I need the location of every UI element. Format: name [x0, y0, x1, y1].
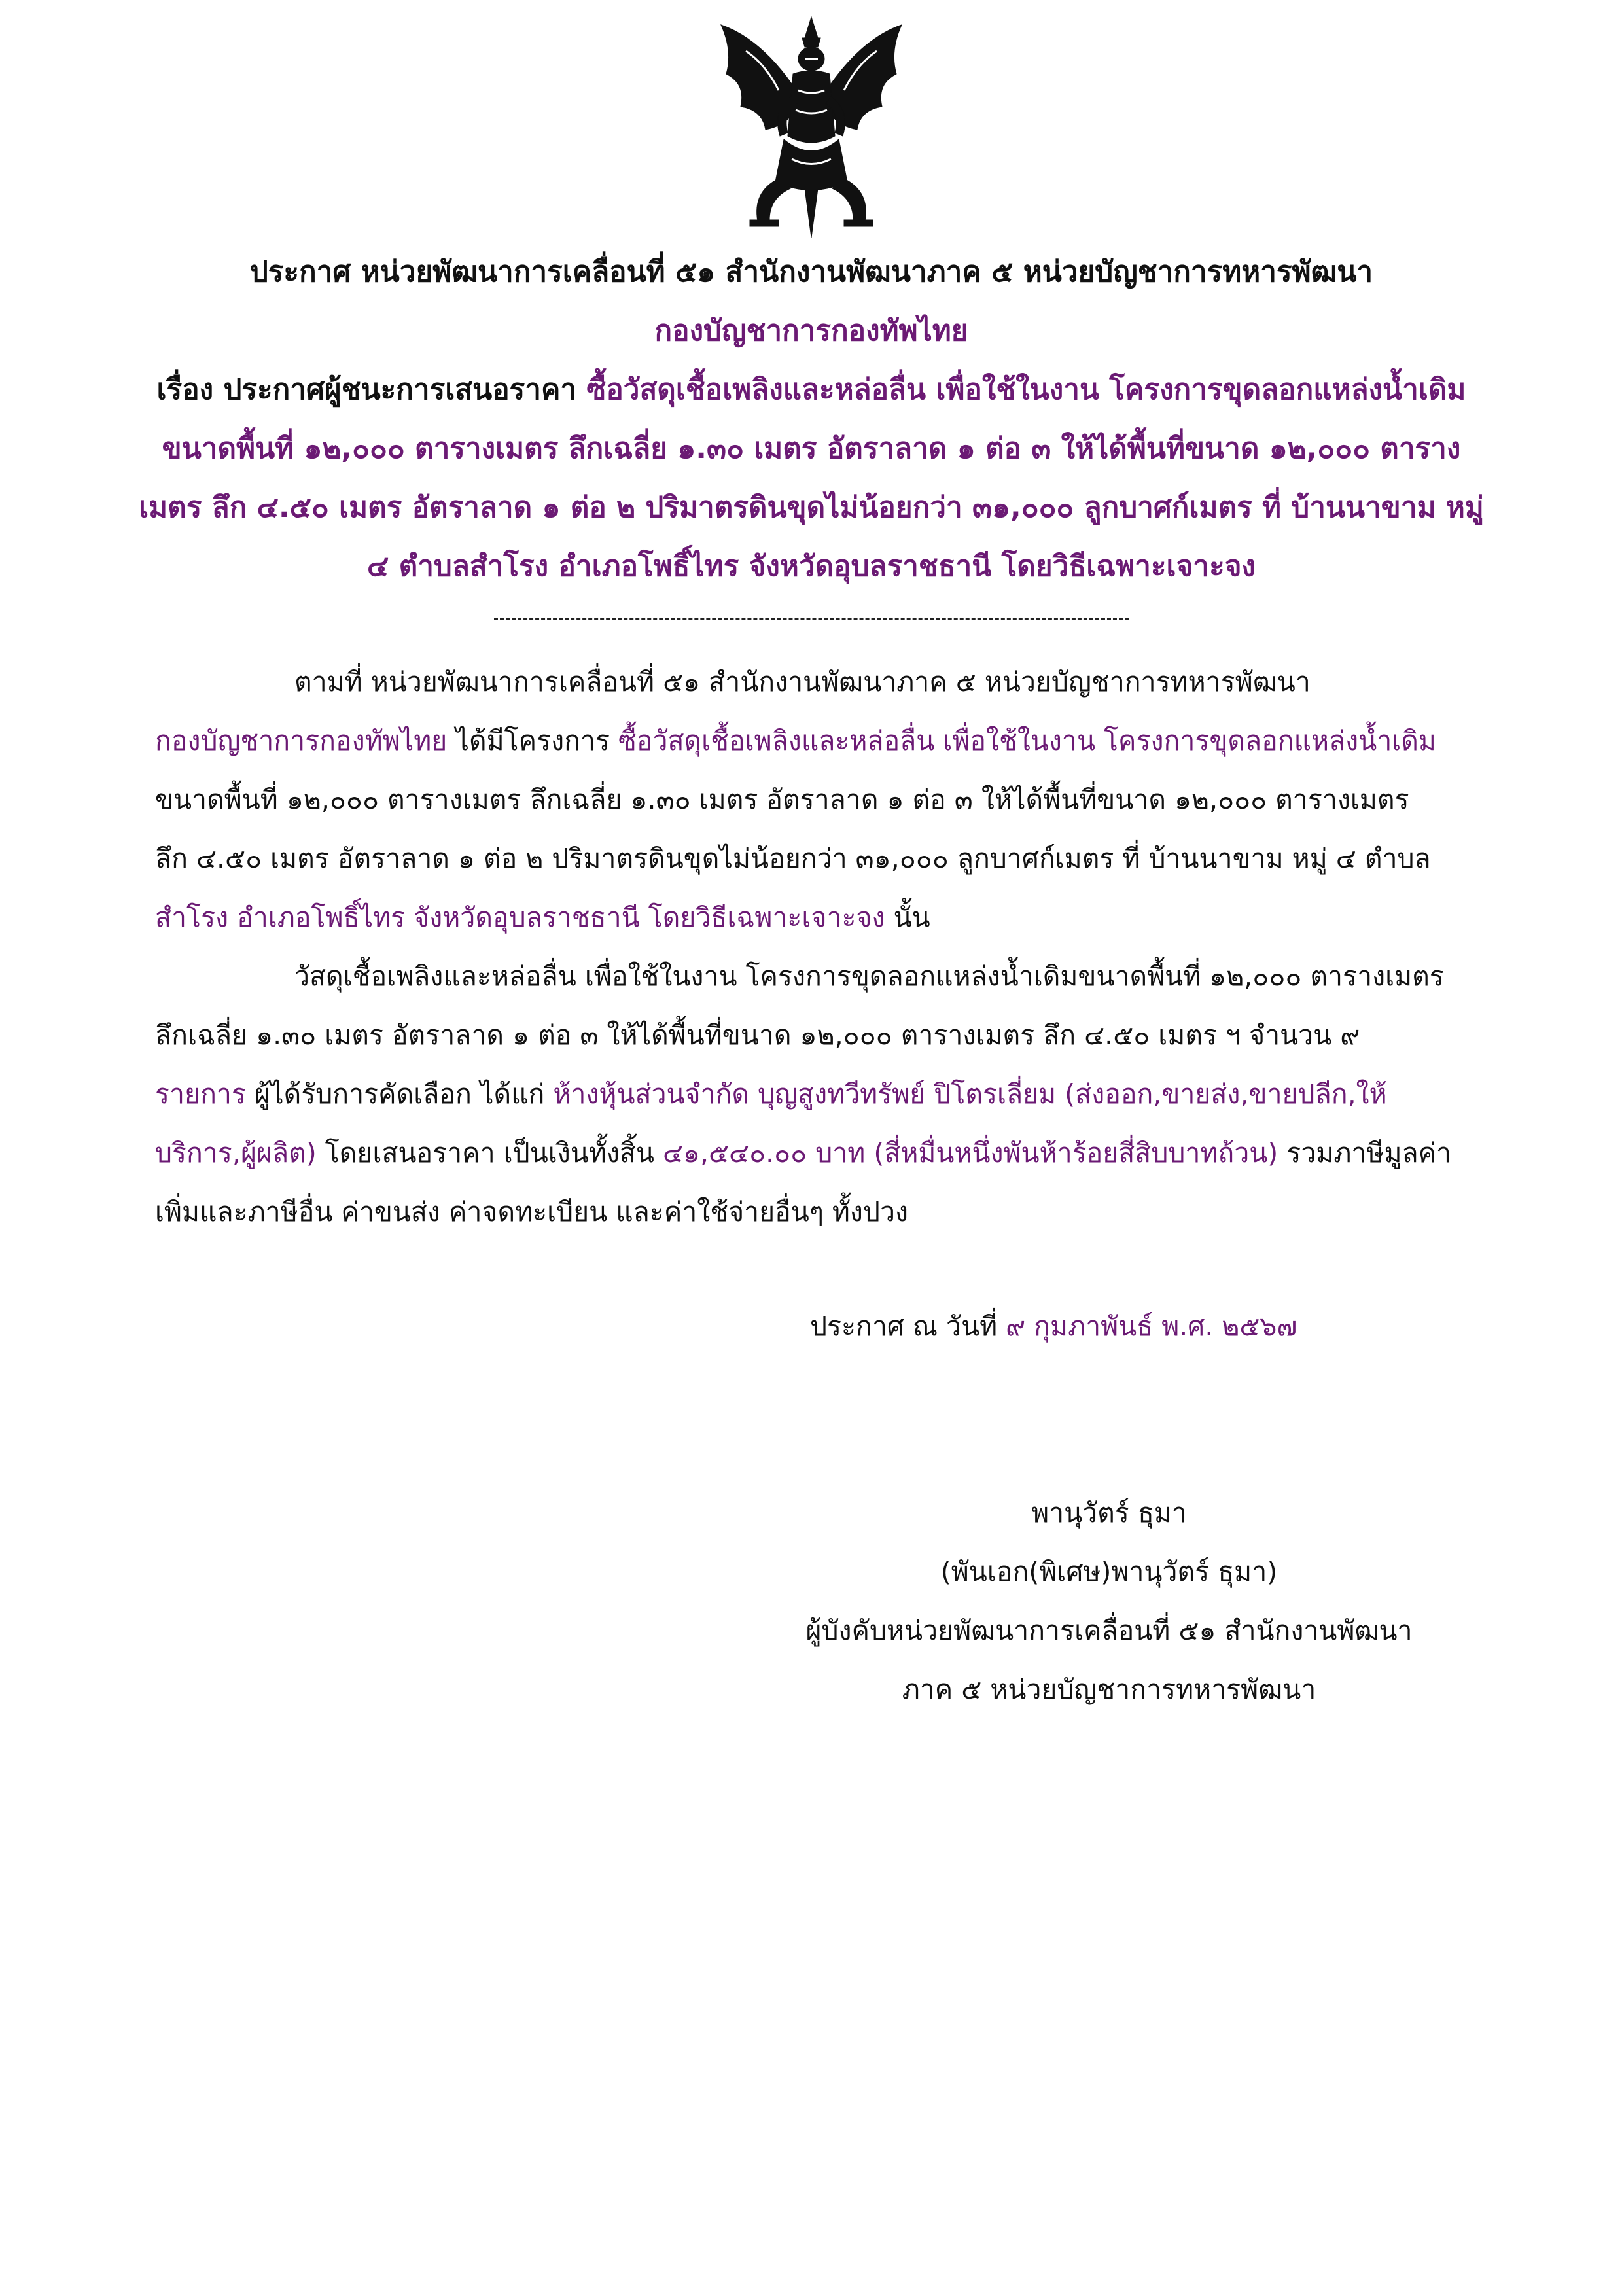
command-name: กองบัญชาการกองทัพไทย — [654, 314, 968, 347]
winner-name: ห้างหุ้นส่วนจำกัด บุญสูงทวีทรัพย์ ปิโตรเลี่ยม (ส่งออก,ขายส่ง,ขายปลีก,ให้ — [553, 1078, 1387, 1110]
subject-line-3: เมตร ลึก ๔.๕๐ เมตร อัตราลาด ๑ ต่อ ๒ ปริมาตรดินขุดไม่น้อยกว่า ๓๑,๐๐๐ ลูกบาศก์เมตร ที่ บ้านนาขาม หมู่ — [139, 491, 1484, 524]
paragraph-2-line-4 — [155, 1132, 1451, 1174]
signature-name: พานุวัตร์ ธุมา — [1031, 1497, 1187, 1528]
winner-intro: ผู้ได้รับการคัดเลือก ได้แก่ — [245, 1078, 554, 1110]
signatory-position-line-1: ผู้บังคับหน่วยพัฒนาการเคลื่อนที่ ๕๑ สำนักงานพัฒนา — [805, 1615, 1413, 1646]
separator-line — [494, 618, 1129, 620]
signatory-rank-name: (พันเอก(พิเศษ)พานุวัตร์ ธุมา) — [940, 1556, 1278, 1587]
subject-line-2: ขนาดพื้นที่ ๑๒,๐๐๐ ตารางเมตร ลึกเฉลี่ย ๑.๓๐ เมตร อัตราลาด ๑ ต่อ ๓ ให้ได้พื้นที่ขนาด ๑๒,๐๐๐ ตาราง — [162, 432, 1461, 465]
paragraph-2-line-5: เพิ่มและภาษีอื่น ค่าขนส่ง ค่าจดทะเบียน และค่าใช้จ่ายอื่นๆ ทั้งปวง — [155, 1196, 909, 1227]
signatory-position-line-2: ภาค ๕ หน่วยบัญชาการทหารพัฒนา — [902, 1674, 1316, 1705]
tax-note: รวมภาษีมูลค่า — [1278, 1137, 1452, 1169]
paragraph-end: นั้น — [885, 902, 930, 933]
project-name: ซื้อวัสดุเชื้อเพลิงและหล่อลื่น เพื่อใช้ในงาน โครงการขุดลอกแหล่งน้ำเดิม — [618, 725, 1436, 756]
price-amount: ๔๑,๕๔๐.๐๐ บาท (สี่หมื่นหนึ่งพันห้าร้อยสี่สิบบาทถ้วน) — [662, 1137, 1278, 1169]
announce-prefix: ประกาศ ณ วันที่ — [810, 1311, 1006, 1342]
subject-prefix: เรื่อง ประกาศผู้ชนะการเสนอราคา — [156, 373, 587, 406]
items-label: รายการ — [155, 1078, 246, 1110]
subject-text: ซื้อวัสดุเชื้อเพลิงและหล่อลื่น เพื่อใช้ในงาน โครงการขุดลอกแหล่งน้ำเดิม — [586, 373, 1466, 406]
paragraph-1-line-1: ตามที่ หน่วยพัฒนาการเคลื่อนที่ ๕๑ สำนักงานพัฒนาภาค ๕ หน่วยบัญชาการทหารพัฒนา — [294, 666, 1311, 698]
command-name-inline: กองบัญชาการกองทัพไทย — [155, 725, 448, 756]
price-intro: โดยเสนอราคา เป็นเงินทั้งสิ้น — [316, 1137, 663, 1169]
paragraph-1-line-2 — [155, 720, 1436, 762]
garuda-emblem-icon — [707, 12, 916, 244]
paragraph-1-line-5 — [155, 896, 930, 939]
project-intro: ได้มีโครงการ — [447, 725, 619, 756]
paragraph-2-line-3 — [155, 1073, 1387, 1116]
announce-date-line — [810, 1305, 1297, 1348]
paragraph-1-line-4: ลึก ๔.๕๐ เมตร อัตราลาด ๑ ต่อ ๒ ปริมาตรดินขุดไม่น้อยกว่า ๓๑,๐๐๐ ลูกบาศก์เมตร ที่ บ้านนาขาม หมู่ ๔ ตำบล — [155, 843, 1431, 874]
announce-date: ๙ กุมภาพันธ์ พ.ศ. ๒๕๖๗ — [1006, 1311, 1297, 1342]
paragraph-2-line-1: วัสดุเชื้อเพลิงและหล่อลื่น เพื่อใช้ในงาน โครงการขุดลอกแหล่งน้ำเดิมขนาดพื้นที่ ๑๒,๐๐๐ ตารางเมตร — [294, 961, 1444, 992]
winner-type: บริการ,ผู้ผลิต) — [155, 1137, 317, 1169]
announcement-heading: ประกาศ หน่วยพัฒนาการเคลื่อนที่ ๕๑ สำนักงานพัฒนาภาค ๕ หน่วยบัญชาการทหารพัฒนา — [249, 255, 1373, 289]
location-text: สำโรง อำเภอโพธิ์ไทร จังหวัดอุบลราชธานี โดยวิธีเฉพาะเจาะจง — [155, 902, 885, 933]
paragraph-1-line-3: ขนาดพื้นที่ ๑๒,๐๐๐ ตารางเมตร ลึกเฉลี่ย ๑.๓๐ เมตร อัตราลาด ๑ ต่อ ๓ ให้ได้พื้นที่ขนาด ๑๒,๐๐๐ ตารางเมตร — [155, 784, 1409, 815]
subject-line-4: ๔ ตำบลสำโรง อำเภอโพธิ์ไทร จังหวัดอุบลราชธานี โดยวิธีเฉพาะเจาะจง — [367, 550, 1256, 583]
paragraph-2-line-2: ลึกเฉลี่ย ๑.๓๐ เมตร อัตราลาด ๑ ต่อ ๓ ให้ได้พื้นที่ขนาด ๑๒,๐๐๐ ตารางเมตร ลึก ๔.๕๐ เมตร ฯ จำนวน ๙ — [155, 1019, 1360, 1051]
subject-line — [118, 366, 1505, 412]
